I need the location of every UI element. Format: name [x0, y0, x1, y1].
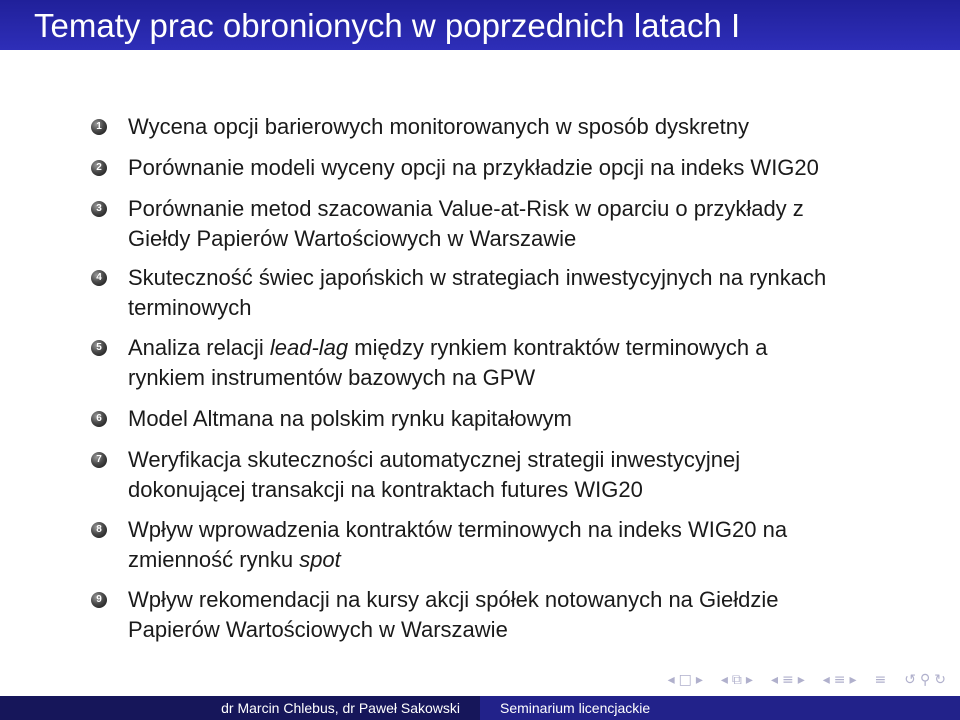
item-number-badge: 9 — [91, 592, 107, 608]
item-number-badge: 7 — [91, 452, 107, 468]
item-text: Porównanie modeli wyceny opcji na przykładzie opcji na indeks WIG20 — [128, 155, 819, 180]
nav-section-icon: ≡ — [781, 672, 794, 688]
item-text-line-1: Analiza relacji lead-lag między rynkiem kontraktów terminowych a — [128, 335, 768, 360]
item-text-line-1: Skuteczność świec japońskich w strategiach inwestycyjnych na rynkach — [128, 265, 827, 290]
item-number-badge: 8 — [91, 522, 107, 538]
list-item — [0, 263, 960, 323]
item-text-line-2: terminowych — [128, 295, 252, 320]
item-text-line-2: Giełdy Papierów Wartościowych w Warszawie — [128, 226, 577, 251]
nav-subsection-icon: ⧉ — [731, 672, 742, 688]
nav-part-icon: ≡ — [833, 672, 846, 688]
nav-search-zoom-icon[interactable]: ⚲ — [920, 672, 931, 688]
list-item — [0, 333, 960, 393]
topics-list — [0, 112, 960, 645]
item-text: Model Altmana na polskim rynku kapitałowym — [128, 406, 572, 431]
item-text-line-2: Papierów Wartościowych w Warszawie — [128, 617, 508, 642]
list-item — [0, 404, 960, 434]
item-text-line-2: rynkiem instrumentów bazowych na GPW — [128, 365, 536, 390]
footer — [0, 696, 960, 720]
list-item — [0, 515, 960, 575]
nav-frame-icon: □ — [678, 672, 692, 688]
list-item — [0, 194, 960, 254]
beamer-navigation — [668, 671, 946, 689]
item-text: Wycena opcji barierowych monitorowanych w sposób dyskretny — [128, 114, 749, 139]
list-item — [0, 112, 960, 142]
item-number-badge: 2 — [91, 160, 107, 176]
nav-next-frame-icon[interactable]: ▸ — [695, 672, 703, 688]
item-number-badge: 4 — [91, 270, 107, 286]
nav-search-icon[interactable]: ↺ — [904, 672, 916, 688]
nav-next-part-icon[interactable]: ▸ — [849, 672, 857, 688]
emphasis-term: lead-lag — [269, 335, 349, 360]
nav-next-section-icon[interactable]: ▸ — [797, 672, 805, 688]
item-text-line-1: Porównanie metod szacowania Value-at-Risk w oparciu o przykłady z — [128, 196, 804, 221]
nav-forward-icon[interactable]: ↻ — [934, 672, 946, 688]
item-text-line-1: Weryfikacja skuteczności automatycznej strategii inwestycyjnej — [128, 447, 741, 472]
title-bar — [0, 0, 960, 50]
list-item — [0, 445, 960, 505]
nav-document-icon[interactable]: ≡ — [874, 672, 887, 688]
slide-title: Tematy prac obronionych w poprzednich latach I — [34, 6, 741, 44]
item-number-badge: 1 — [91, 119, 107, 135]
item-number-badge: 3 — [91, 201, 107, 217]
list-item — [0, 153, 960, 183]
nav-prev-subsection-icon[interactable]: ◂ — [720, 672, 728, 688]
nav-prev-part-icon[interactable]: ◂ — [822, 672, 830, 688]
nav-prev-frame-icon[interactable]: ◂ — [667, 672, 675, 688]
item-text-line-1: Wpływ wprowadzenia kontraktów terminowych na indeks WIG20 na — [128, 517, 788, 542]
footer-course: Seminarium licencjackie — [480, 696, 960, 720]
item-text-line-2: dokonującej transakcji na kontraktach futures WIG20 — [128, 477, 643, 502]
item-number-badge: 6 — [91, 411, 107, 427]
nav-prev-section-icon[interactable]: ◂ — [770, 672, 778, 688]
list-item — [0, 585, 960, 645]
item-number-badge: 5 — [91, 340, 107, 356]
item-text-line-1: Wpływ rekomendacji na kursy akcji spółek notowanych na Giełdzie — [128, 587, 779, 612]
footer-authors: dr Marcin Chlebus, dr Paweł Sakowski — [0, 696, 480, 720]
nav-next-subsection-icon[interactable]: ▸ — [745, 672, 753, 688]
item-text-line-2: zmienność rynku spot — [128, 547, 341, 572]
emphasis-term: spot — [299, 547, 341, 572]
